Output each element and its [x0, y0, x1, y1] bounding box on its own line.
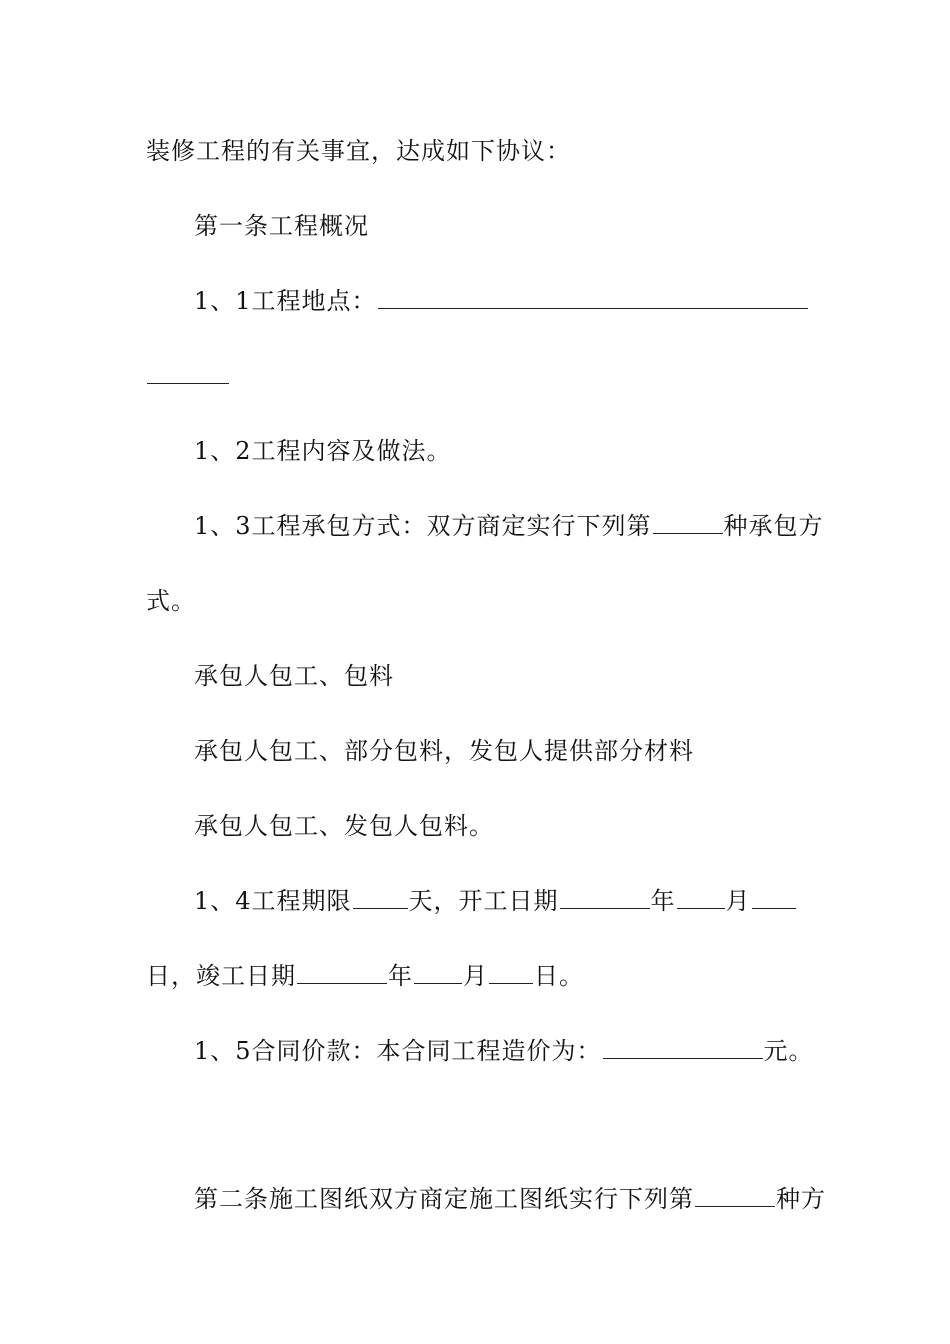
- blank-end-day: [489, 961, 533, 984]
- item-1-3-continued: 式。: [146, 587, 196, 615]
- item-1-5: [194, 1036, 814, 1066]
- item-1-4-month-label: 月: [725, 887, 751, 915]
- blank-start-year: [560, 886, 650, 909]
- item-1-4-end-label: 日，竣工日期: [146, 962, 296, 990]
- item-1-5-text: 1、5合同价款：本合同工程造价为：: [194, 1037, 602, 1065]
- blank-start-day: [752, 886, 796, 909]
- item-1-5-unit: 元。: [763, 1037, 814, 1065]
- item-1-1: [194, 286, 809, 316]
- item-1-3-text: 1、3工程承包方式：双方商定实行下列第: [194, 512, 652, 540]
- heading-article-1: 第一条工程概况: [194, 212, 369, 240]
- item-1-3-text-end: 种承包方: [723, 512, 824, 540]
- option-labor-only: 承包人包工、发包人包料。: [194, 812, 494, 840]
- item-1-2: 1、2工程内容及做法。: [194, 437, 452, 465]
- paragraph-intro: 装修工程的有关事宜，达成如下协议：: [146, 137, 571, 165]
- article-2-text-end: 种方: [776, 1185, 826, 1213]
- blank-end-year: [297, 961, 387, 984]
- item-1-1-label: 1、1工程地点：: [194, 287, 377, 315]
- option-labor-and-materials: 承包人包工、包料: [194, 662, 394, 690]
- blank-start-month: [677, 886, 725, 909]
- item-1-3: [194, 511, 824, 541]
- blank-location-continued: [147, 361, 229, 384]
- blank-contract-type: [653, 511, 723, 534]
- item-1-4-end-month-label: 月: [463, 962, 488, 990]
- item-1-4: [194, 886, 797, 916]
- blank-location: [378, 286, 808, 309]
- blank-end-month: [414, 961, 462, 984]
- blank-days: [353, 886, 408, 909]
- article-2-text: 第二条施工图纸双方商定施工图纸实行下列第: [194, 1185, 694, 1213]
- item-1-4-start-label: 天，开工日期: [408, 887, 559, 915]
- item-1-4-continued: [146, 961, 584, 991]
- item-1-4-end-year-label: 年: [388, 962, 413, 990]
- option-partial-materials: 承包人包工、部分包料，发包人提供部分材料: [194, 737, 694, 765]
- heading-article-2: [194, 1184, 826, 1214]
- item-1-4-end-day-label: 日。: [534, 962, 584, 990]
- blank-contract-price: [603, 1036, 763, 1059]
- item-1-4-text: 1、4工程期限: [194, 887, 352, 915]
- blank-drawing-method: [695, 1184, 775, 1207]
- item-1-1-continued: [146, 361, 230, 391]
- item-1-4-year-label: 年: [650, 887, 676, 915]
